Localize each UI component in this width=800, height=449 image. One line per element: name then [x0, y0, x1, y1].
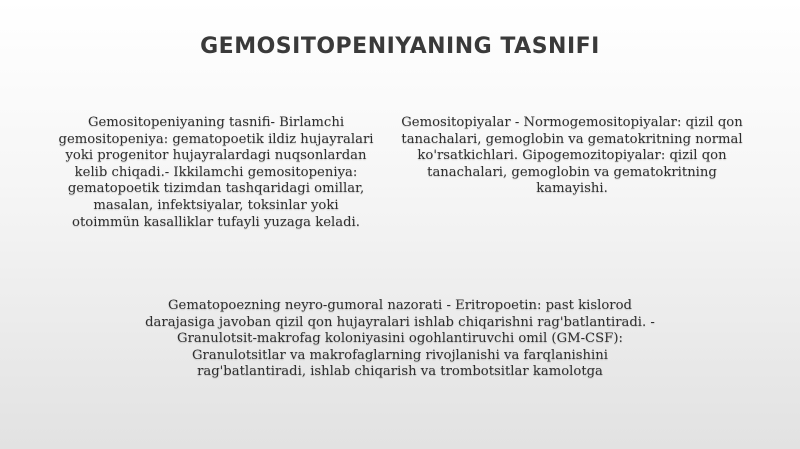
hemocytopenia-types-text-block: Gemositopiyalar - Normogemositopiyalar: qizil qon tanachalari, gemoglobin va gematokritning normal ko'rsatkichlari. Gipogemozitopiyalar: qizil qon tanachalari, gemoglobin va gematokritning kamayishi.	[401, 115, 743, 197]
slide-title: GEMOSITOPENIYANING TASNIFI	[200, 34, 600, 59]
hematopoiesis-regulation-text-block: Gematopoezning neyro-gumoral nazorati - Eritropoetin: past kislorod darajasiga javoban qizil qon hujayralari ishlab chiqarishni rag'batlantiradi. - Granulotsit-makrofag koloniyasini ogohlantiruvchi omil (GM-CSF): Granulotsitlar va makrofaglarning rivojlanishi va farqlanishini rag'batlantiradi, ishlab chiqarish va trombotsitlar kamolotga	[145, 298, 655, 380]
classification-text-block: Gemositopeniyaning tasnifi- Birlamchi gemositopeniya: gematopoetik ildiz hujayralari yoki progenitor hujayralardagi nuqsonlardan kelib chiqadi.- Ikkilamchi gemositopeniya: gematopoetik tizimdan tashqaridagi omillar, masalan, infektsiyalar, toksinlar yoki otoimmün kasalliklar tufayli yuzaga keladi.	[58, 115, 374, 230]
